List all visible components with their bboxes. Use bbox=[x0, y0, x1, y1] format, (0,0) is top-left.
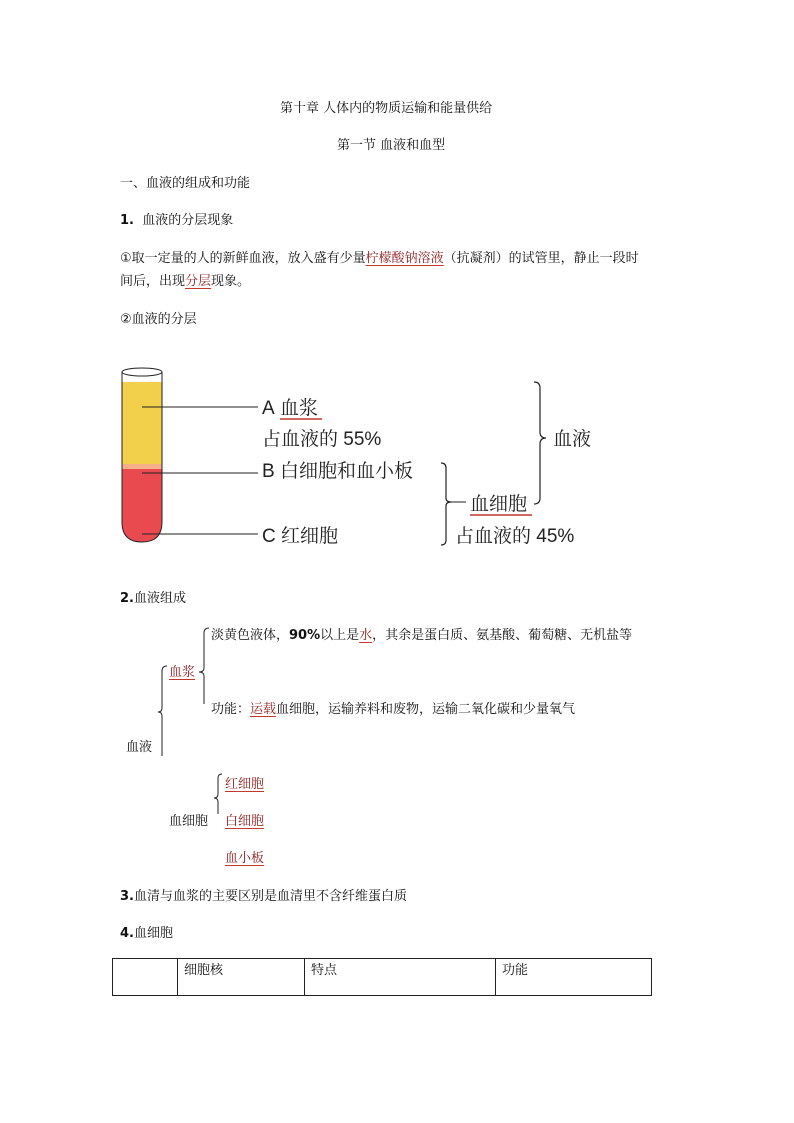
paragraph-text: ①取一定量的人的新鲜血液，放入盛有少量 bbox=[120, 251, 366, 266]
description-text: 淡黄色液体， bbox=[211, 628, 290, 643]
red-cells-layer bbox=[122, 468, 162, 542]
bracket-blood-cells-small bbox=[214, 774, 222, 814]
bracket-blood bbox=[534, 382, 546, 504]
subheading-layering bbox=[120, 212, 233, 230]
subheading-composition bbox=[120, 590, 186, 608]
subheading-text: 血细胞 bbox=[133, 926, 173, 941]
bracket-blood-main bbox=[158, 666, 167, 756]
subheading-number: 4. bbox=[120, 926, 134, 941]
subheading-number: 1. bbox=[120, 213, 134, 228]
label-white-blood-cells: 白细胞 bbox=[225, 814, 265, 829]
paragraph-text: （抗凝剂）的试管里，静止一段时 bbox=[443, 251, 639, 266]
description-text: ，其余是蛋白质、氨基酸、葡萄糖、无机盐等 bbox=[372, 628, 633, 643]
paragraph-line-2 bbox=[120, 273, 250, 291]
table-header-cell bbox=[113, 959, 178, 996]
table-header-cell: 功能 bbox=[496, 959, 652, 996]
paragraph-layers-title: ②血液的分层 bbox=[120, 312, 197, 327]
description-text: 以上是 bbox=[320, 628, 360, 643]
paragraph-line-1 bbox=[120, 250, 639, 268]
subheading-number: 3. bbox=[120, 889, 134, 904]
label-blood-cells-tree: 血细胞 bbox=[169, 814, 209, 829]
subheading-text: 血液组成 bbox=[133, 591, 186, 606]
label-a-plasma: 血浆 bbox=[280, 398, 319, 419]
label-blood-tree: 血液 bbox=[126, 740, 153, 755]
table-header-row bbox=[113, 959, 652, 996]
table-header-cell: 细胞核 bbox=[178, 959, 305, 996]
plasma-layer bbox=[122, 382, 162, 464]
blood-cells-table bbox=[112, 958, 652, 996]
plasma-description bbox=[211, 627, 632, 645]
bracket-blood-cells bbox=[441, 463, 451, 545]
table-header-cell: 特点 bbox=[305, 959, 496, 996]
label-a-percent: 占血液的 55% bbox=[262, 429, 382, 450]
heading-composition-function: 一、血液的组成和功能 bbox=[120, 176, 251, 191]
percent-90: 90% bbox=[289, 628, 321, 643]
subheading-number: 2. bbox=[120, 591, 134, 606]
label-plasma: 血浆 bbox=[169, 665, 196, 680]
highlight-water: 水 bbox=[359, 628, 373, 643]
test-tube-diagram bbox=[0, 350, 794, 610]
paragraph-text: 间后，出现 bbox=[120, 274, 186, 289]
function-prefix: 功能： bbox=[211, 702, 251, 717]
label-a-letter: A bbox=[262, 398, 275, 419]
test-tube-rim bbox=[122, 368, 162, 376]
label-cells-percent: 占血液的 45% bbox=[455, 526, 575, 547]
plasma-function bbox=[211, 701, 575, 719]
function-text: 血细胞，运输养料和废物，运输二氧化碳和少量氧气 bbox=[276, 702, 576, 717]
label-blood: 血液 bbox=[553, 429, 592, 450]
bracket-plasma bbox=[199, 628, 209, 704]
label-b: B 白细胞和血小板 bbox=[262, 461, 413, 482]
label-c: C 红细胞 bbox=[262, 526, 339, 547]
highlight-anticoagulant: 柠檬酸钠溶液 bbox=[365, 251, 444, 266]
subheading-text: 血清与血浆的主要区别是血清里不含纤维蛋白质 bbox=[133, 889, 407, 904]
section-title: 第一节 血液和血型 bbox=[337, 138, 446, 153]
subheading-serum-vs-plasma bbox=[120, 888, 407, 906]
label-platelets: 血小板 bbox=[225, 851, 265, 866]
highlight-transport: 运载 bbox=[250, 702, 277, 717]
chapter-title: 第十章 人体内的物质运输和能量供给 bbox=[280, 101, 493, 116]
subheading-blood-cells bbox=[120, 925, 173, 943]
paragraph-text: 现象。 bbox=[211, 274, 251, 289]
label-red-blood-cells: 红细胞 bbox=[225, 777, 265, 792]
composition-brackets bbox=[0, 620, 794, 820]
label-blood-cells: 血细胞 bbox=[470, 494, 528, 515]
highlight-layering: 分层 bbox=[185, 274, 212, 289]
subheading-text: 血液的分层现象 bbox=[142, 213, 234, 228]
